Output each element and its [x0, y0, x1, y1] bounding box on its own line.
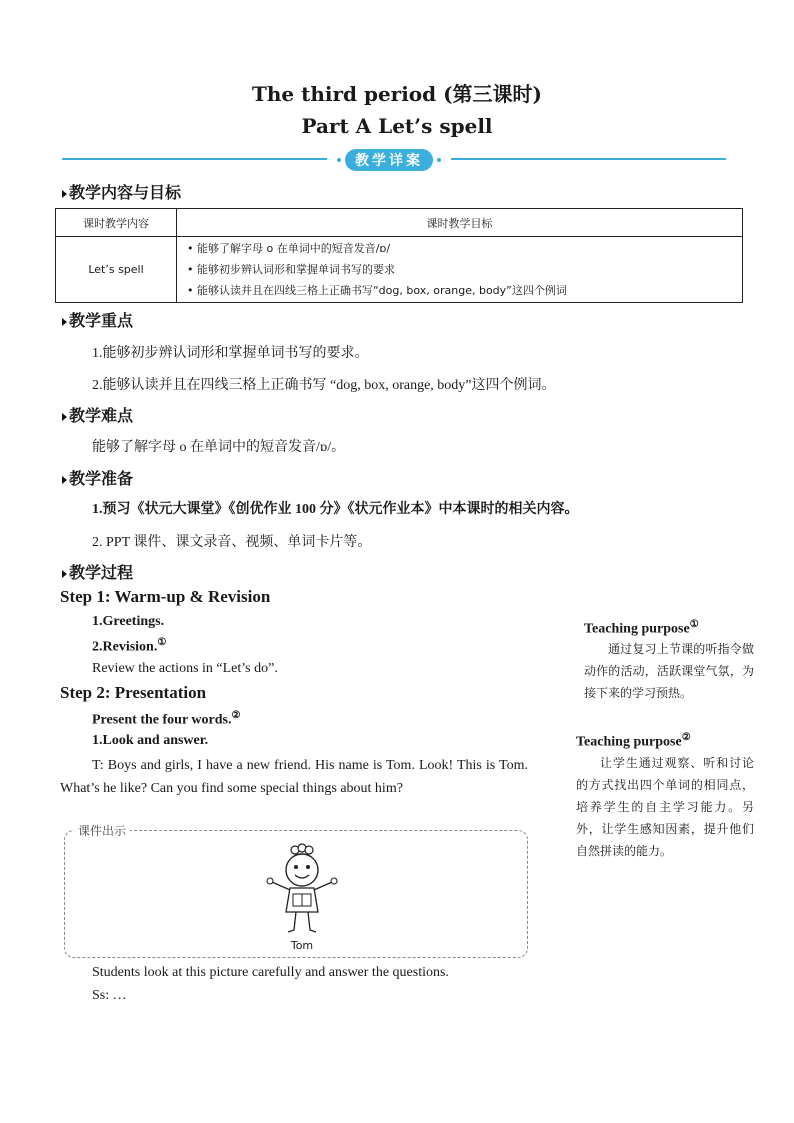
sidebar-purpose-2-title: Teaching purpose②	[576, 732, 691, 750]
step2-dialogue: T: Boys and girls, I have a new friend. His name is Tom. Look! This is Tom. What’s he like? Can you find some special things about him?	[60, 758, 528, 796]
step2-after1: Students look at this picture carefully and answer the questions.	[92, 965, 449, 980]
step2-item1: 1.Look and answer.	[92, 733, 209, 748]
step2-title: Step 2: Presentation	[60, 683, 207, 702]
section-process: 教学过程	[62, 560, 133, 583]
banner-dot-right	[437, 158, 441, 162]
key-point-item: 2.能够认读并且在四线三格上正确书写 “dog, box, orange, body”这四个例词。	[92, 378, 556, 393]
sidebar-purpose-2-text: 让学生通过观察、听和讨论的方式找出四个单词的相同点，培养学生的自主学习能力。另外，让学生感知因素，提升他们自然拼读的能力。	[576, 756, 754, 858]
table-header-goals: 课时教学目标	[177, 209, 743, 237]
difficulty-text: 能够了解字母 o 在单词中的短音发音/ɒ/。	[92, 440, 346, 455]
footnote-mark: ②	[231, 710, 241, 721]
tom-illustration	[262, 842, 342, 938]
section-content-goals: 教学内容与目标	[62, 180, 181, 203]
banner	[327, 148, 451, 172]
preparation-item: 2. PPT 课件、课文录音、视频、单词卡片等。	[92, 535, 372, 550]
triangle-icon	[62, 413, 67, 421]
table-cell-goals	[177, 237, 743, 303]
page-subtitle: Part A Let’s spell	[301, 114, 493, 138]
sidebar-purpose-1-title: Teaching purpose①	[584, 619, 699, 637]
banner-label: 教学详案	[345, 149, 433, 171]
triangle-icon	[62, 476, 67, 484]
courseware-label: 课件出示	[74, 822, 130, 839]
goal-item: • 能够初步辨认词形和掌握单词书写的要求	[187, 263, 395, 276]
triangle-icon	[62, 318, 67, 326]
banner-dot-left	[337, 158, 341, 162]
footnote-mark: ②	[681, 732, 691, 743]
table-cell-content: Let’s spell	[56, 237, 177, 303]
illustration-caption: Tom	[290, 939, 314, 952]
section-difficulties: 教学难点	[62, 403, 133, 426]
triangle-icon	[62, 190, 67, 198]
step2-after2: Ss: …	[92, 988, 127, 1003]
goal-item: • 能够认读并且在四线三格上正确书写“dog, box, orange, body”这四个例词	[187, 284, 567, 297]
footnote-mark: ①	[157, 637, 167, 648]
section-preparation: 教学准备	[62, 466, 133, 489]
step2-intro: Present the four words.②	[92, 710, 241, 728]
section-key-points: 教学重点	[62, 308, 133, 331]
step1-item2: 2.Revision.①	[92, 637, 167, 655]
step1-item1: 1.Greetings.	[92, 614, 165, 629]
footnote-mark: ①	[689, 619, 699, 630]
preparation-item: 1.预习《状元大课堂》《创优作业 100 分》《状元作业本》中本课时的相关内容。	[92, 502, 579, 517]
objectives-table	[55, 208, 743, 303]
step1-title: Step 1: Warm-up & Revision	[60, 587, 271, 606]
sidebar-purpose-1-text: 通过复习上节课的听指令做动作的活动，活跃课堂气氛，为接下来的学习预热。	[584, 642, 754, 700]
table-header-content: 课时教学内容	[56, 209, 177, 237]
triangle-icon	[62, 570, 67, 578]
key-point-item: 1.能够初步辨认词形和掌握单词书写的要求。	[92, 346, 369, 361]
page-title: The third period (第三课时)	[251, 82, 543, 106]
step1-text: Review the actions in “Let’s do”.	[92, 661, 278, 676]
goal-item: • 能够了解字母 o 在单词中的短音发音/ɒ/	[187, 242, 391, 255]
